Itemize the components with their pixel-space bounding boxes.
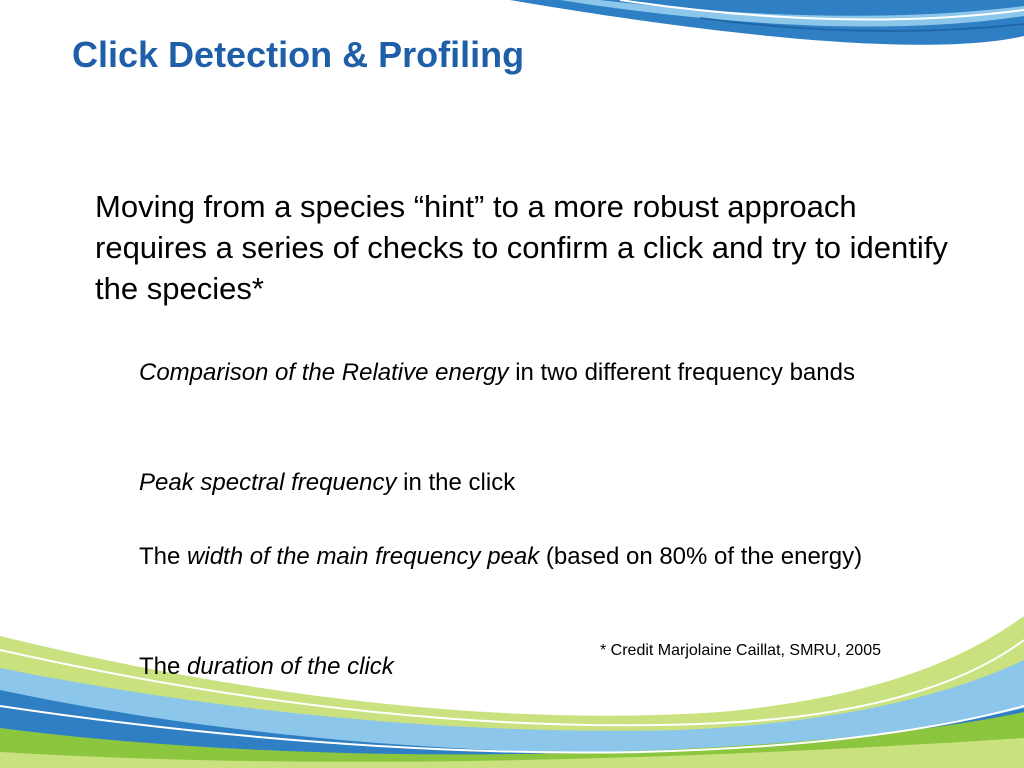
- point-peak-frequency: [139, 466, 919, 500]
- point-emphasis: width of the main frequency peak: [187, 543, 540, 570]
- point-prefix: The: [139, 543, 188, 570]
- credit-note: * Credit Marjolaine Caillat, SMRU, 2005: [600, 642, 881, 659]
- point-emphasis: Comparison of the Relative energy: [139, 359, 509, 386]
- slide-title: Click Detection & Profiling: [72, 34, 525, 75]
- point-emphasis: duration of the click: [187, 653, 394, 680]
- point-relative-energy: [139, 356, 919, 390]
- point-text: in two different frequency bands: [508, 359, 855, 386]
- point-peak-width: [139, 540, 919, 574]
- point-text: (based on 80% of the energy): [539, 543, 863, 570]
- point-text: in the click: [396, 469, 516, 496]
- point-prefix: The: [139, 653, 188, 680]
- point-emphasis: Peak spectral frequency: [139, 469, 397, 496]
- intro-paragraph: Moving from a species “hint” to a more robust approach requires a series of checks to confirm a click and try to identify the species*: [95, 189, 948, 306]
